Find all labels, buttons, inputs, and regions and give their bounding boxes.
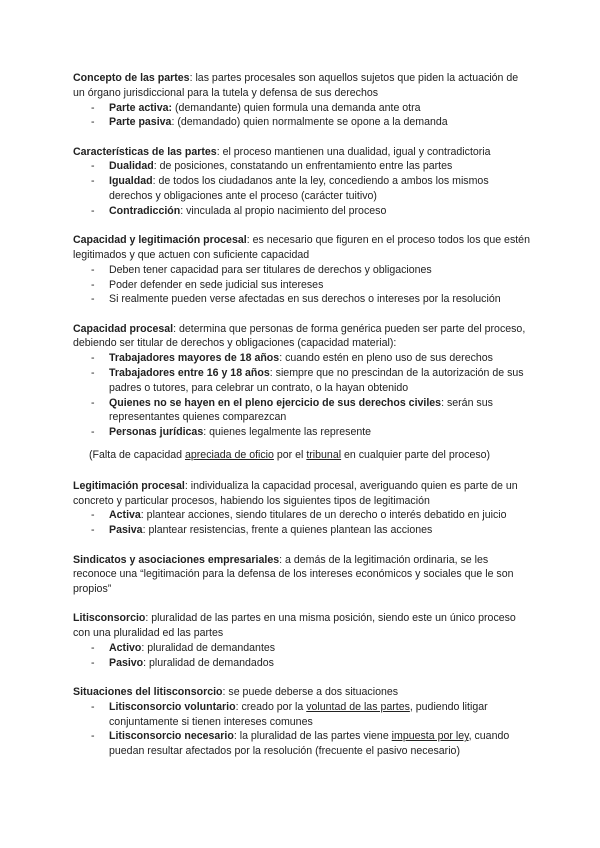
section-title: Capacidad procesal (73, 322, 174, 335)
list-item: - Activo: pluralidad de demandantes (89, 641, 530, 656)
list-item: - Trabajadores mayores de 18 años: cuando estén en pleno uso de sus derechos (89, 351, 530, 366)
underlined-text: impuesta por ley (391, 730, 469, 743)
list-item: - Parte activa: (demandante) quien formula una demanda ante otra (89, 101, 530, 116)
section-title: Sindicatos y asociaciones empresariales (73, 553, 280, 566)
underlined-text: tribunal (306, 449, 342, 462)
bullet-list (73, 641, 530, 671)
section-title: Legitimación procesal (73, 479, 185, 492)
bullet-list (73, 101, 530, 131)
list-item: - Personas jurídicas: quienes legalmente las represente (89, 425, 530, 440)
section-intro: Litisconsorcio: pluralidad de las partes en una misma posición, siendo este un único proceso con una pluralidad ed las partes (73, 612, 516, 640)
list-item: - Pasivo: pluralidad de demandados (89, 656, 530, 671)
section-intro: Concepto de las partes: las partes procesales son aquellos sujetos que piden la actuación de un órgano jurisdiccional para la tutela y defensa de sus derechos (73, 72, 519, 99)
section-capacidad-legitimacion (73, 233, 530, 307)
bullet-list (73, 159, 530, 218)
list-item: - Quienes no se hayen en el pleno ejercicio de sus derechos civiles: serán sus representantes quienes comparezcan (89, 396, 530, 426)
section-legitimacion-procesal (73, 479, 530, 538)
section-litisconsorcio (73, 611, 530, 670)
list-item: - Si realmente pueden verse afectadas en sus derechos o intereses por la resolución (89, 292, 530, 307)
section-title: Litisconsorcio (73, 612, 146, 625)
list-item: - Trabajadores entre 16 y 18 años: siempre que no prescindan de la autorización de sus padres o tutores, para celebrar un contrato, o la hayan obtenido (89, 366, 530, 396)
underlined-text: apreciada de oficio (185, 449, 274, 462)
list-item: - Poder defender en sede judicial sus intereses (89, 278, 530, 293)
list-item: - Parte pasiva: (demandado) quien normalmente se opone a la demanda (89, 115, 530, 130)
list-item: - Litisconsorcio necesario: la pluralidad de las partes viene impuesta por ley, cuando puedan resultar afectados por la resolución (frecuente el pasivo necesario) (89, 729, 530, 759)
note-paragraph: (Falta de capacidad apreciada de oficio por el tribunal en cualquier parte del proceso) (89, 449, 491, 462)
bullet-list (73, 351, 530, 440)
underlined-text: voluntad de las partes (306, 700, 410, 713)
list-item: - Litisconsorcio voluntario: creado por la voluntad de las partes, pudiendo litigar conjuntamente si tienen intereses comunes (89, 700, 530, 730)
section-intro: Capacidad procesal: determina que personas de forma genérica pueden ser parte del proceso, debiendo ser titular de derechos y obligaciones (capacidad material): (73, 322, 526, 350)
section-capacidad-procesal (73, 322, 530, 440)
list-item: - Igualdad: de todos los ciudadanos ante la ley, concediendo a ambos los mismos derechos y obligaciones ante el proceso (carácter tuitivo) (89, 174, 530, 204)
section-title: Concepto de las partes (73, 72, 190, 84)
section-sindicatos (73, 553, 530, 597)
section-title: Capacidad y legitimación procesal (73, 234, 247, 247)
bullet-list (73, 700, 530, 759)
section-intro: Sindicatos y asociaciones empresariales: a demás de la legitimación ordinaria, se les reconoce una “legitimación para la defensa de los intereses económicos y sociales que le son propios” (73, 553, 514, 596)
list-item: - Contradicción: vinculada al propio nacimiento del proceso (89, 204, 530, 219)
section-title: Situaciones del litisconsorcio (73, 686, 223, 699)
section-intro: Situaciones del litisconsorcio: se puede deberse a dos situaciones (73, 686, 399, 699)
list-item: - Dualidad: de posiciones, constatando un enfrentamiento entre las partes (89, 159, 530, 174)
bullet-list (73, 508, 530, 538)
section-intro: Capacidad y legitimación procesal: es necesario que figuren en el proceso todos los que estén legitimados y que actuen con suficiente capacidad (73, 234, 530, 261)
list-item: - Deben tener capacidad para ser titulares de derechos y obligaciones (89, 263, 530, 278)
list-item: - Pasiva: plantear resistencias, frente a quienes plantean las acciones (89, 523, 530, 538)
section-intro: Legitimación procesal: individualiza la capacidad procesal, averiguando quien es parte de un concreto y particular procesos, habiendo los siguientes tipos de legitimación (73, 479, 518, 507)
section-intro: Características de las partes: el proceso mantienen una dualidad, igual y contradictoria (73, 145, 491, 158)
section-title: Características de las partes (73, 145, 217, 158)
section-situaciones-litisconsorcio (73, 685, 530, 759)
bullet-list (73, 263, 530, 307)
section-concepto-partes (73, 71, 530, 130)
list-item: - Activa: plantear acciones, siendo titulares de un derecho o interés debatido en juicio (89, 508, 530, 523)
section-caracteristicas-partes (73, 145, 530, 219)
